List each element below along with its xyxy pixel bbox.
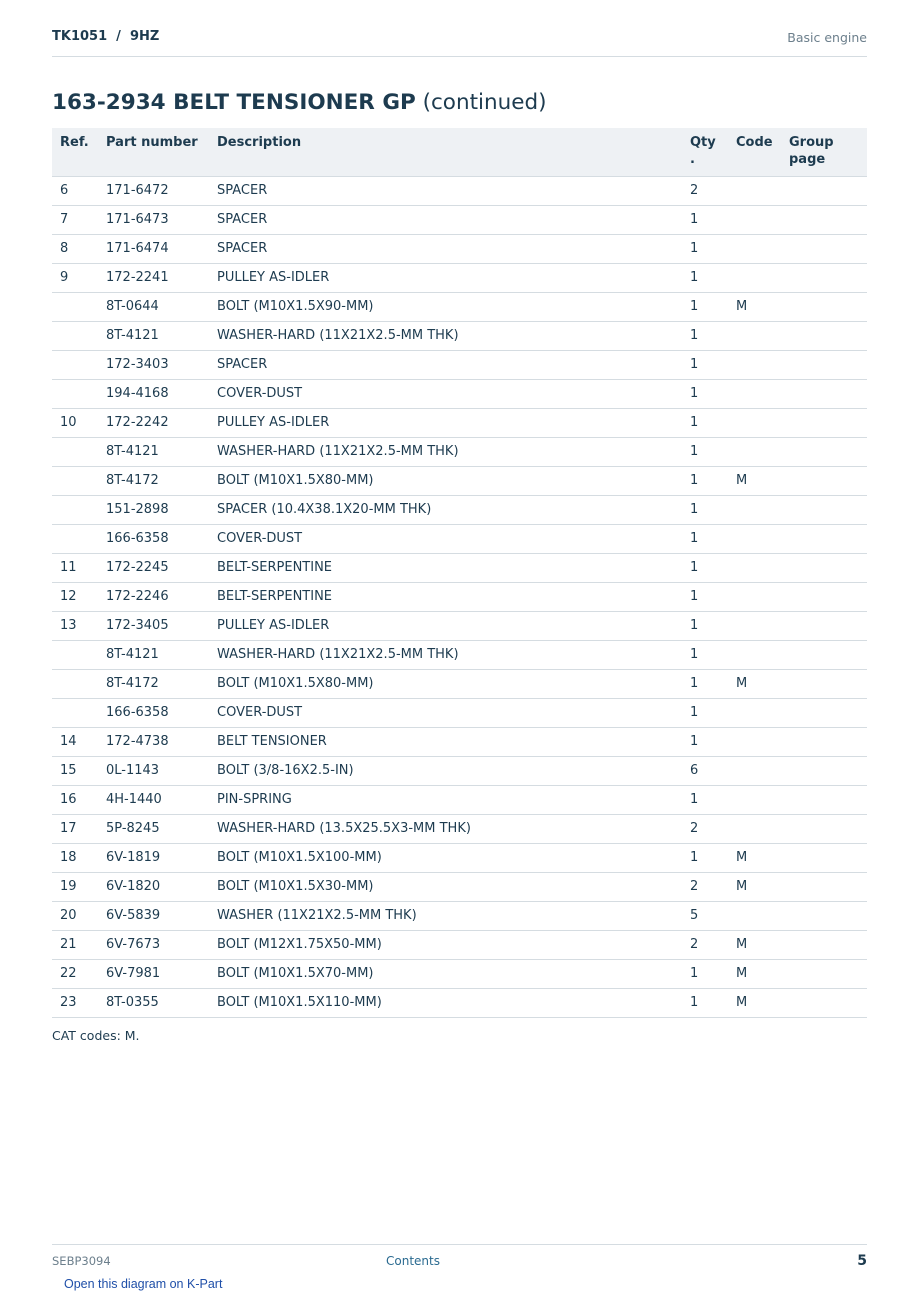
ref-cell [52,321,98,350]
code-cell [728,727,781,756]
group-page-cell [781,872,867,901]
table-row [52,669,867,698]
table-row [52,466,867,495]
ref-cell: 20 [52,901,98,930]
description-cell: WASHER (11X21X2.5-MM THK) [209,901,682,930]
code-cell [728,553,781,582]
document-id: TK1051 / 9HZ [52,29,160,44]
qty-cell: 2 [682,930,728,959]
table-row [52,408,867,437]
ref-cell: 18 [52,843,98,872]
description-cell: BOLT (3/8-16X2.5-IN) [209,756,682,785]
ref-cell: 11 [52,553,98,582]
table-row [52,988,867,1017]
qty-cell: 1 [682,437,728,466]
ref-cell: 13 [52,611,98,640]
table-row [52,756,867,785]
part-number-cell: 171-6474 [98,234,209,263]
code-cell [728,321,781,350]
table-row [52,814,867,843]
code-cell: M [728,988,781,1017]
table-row [52,350,867,379]
qty-cell: 1 [682,524,728,553]
part-number-cell: 172-2246 [98,582,209,611]
qty-cell: 1 [682,292,728,321]
group-page-cell [781,814,867,843]
code-cell [728,640,781,669]
part-number-cell: 166-6358 [98,698,209,727]
part-number-cell: 8T-4172 [98,466,209,495]
ref-cell [52,698,98,727]
qty-cell: 1 [682,611,728,640]
title-suffix: (continued) [422,90,547,115]
ref-cell: 15 [52,756,98,785]
table-row [52,553,867,582]
code-cell [728,901,781,930]
code-cell [728,582,781,611]
qty-cell: 1 [682,582,728,611]
description-cell: PIN-SPRING [209,785,682,814]
description-cell: WASHER-HARD (11X21X2.5-MM THK) [209,640,682,669]
description-cell: BOLT (M10X1.5X110-MM) [209,988,682,1017]
qty-cell: 1 [682,205,728,234]
group-page-cell [781,408,867,437]
qty-cell: 1 [682,553,728,582]
table-row [52,582,867,611]
code-cell [728,205,781,234]
group-page-cell [781,263,867,292]
table-row [52,640,867,669]
ref-cell [52,466,98,495]
table-row [52,727,867,756]
part-number-cell: 8T-4121 [98,640,209,669]
part-number-cell: 8T-0355 [98,988,209,1017]
part-number-cell: 171-6472 [98,176,209,205]
table-row [52,785,867,814]
part-number-cell: 0L-1143 [98,756,209,785]
table-row [52,234,867,263]
group-page-cell [781,292,867,321]
code-cell: M [728,930,781,959]
group-page-cell [781,495,867,524]
description-cell: SPACER (10.4X38.1X20-MM THK) [209,495,682,524]
code-cell [728,495,781,524]
description-cell: BOLT (M10X1.5X80-MM) [209,669,682,698]
group-page-cell [781,901,867,930]
contents-link[interactable]: Contents [386,1254,440,1268]
group-page-cell [781,234,867,263]
code-cell [728,263,781,292]
title-main: 163-2934 BELT TENSIONER GP [52,90,416,115]
part-number-cell: 6V-7673 [98,930,209,959]
qty-cell: 1 [682,640,728,669]
code-cell: M [728,669,781,698]
cat-codes-note: CAT codes: M. [52,1028,140,1043]
qty-cell: 2 [682,176,728,205]
group-page-cell [781,843,867,872]
description-cell: BOLT (M12X1.75X50-MM) [209,930,682,959]
description-cell: WASHER-HARD (11X21X2.5-MM THK) [209,437,682,466]
code-cell: M [728,292,781,321]
table-row [52,843,867,872]
group-page-cell [781,466,867,495]
column-header-description: Description [209,128,682,176]
table-row [52,611,867,640]
column-header-qty: Qty . [682,128,728,176]
group-page-cell [781,524,867,553]
description-cell: BELT TENSIONER [209,727,682,756]
description-cell: BOLT (M10X1.5X30-MM) [209,872,682,901]
part-number-cell: 5P-8245 [98,814,209,843]
part-number-cell: 6V-1820 [98,872,209,901]
table-row [52,321,867,350]
qty-cell: 1 [682,234,728,263]
part-number-cell: 172-2245 [98,553,209,582]
group-page-cell [781,350,867,379]
qty-cell: 5 [682,901,728,930]
group-page-cell [781,379,867,408]
group-page-cell [781,785,867,814]
description-cell: SPACER [209,176,682,205]
part-number-cell: 6V-7981 [98,959,209,988]
code-cell: M [728,843,781,872]
table-row [52,930,867,959]
code-cell [728,814,781,843]
group-page-cell [781,640,867,669]
table-row [52,872,867,901]
table-row [52,524,867,553]
part-number-cell: 172-3403 [98,350,209,379]
table-row [52,205,867,234]
qty-cell: 1 [682,495,728,524]
part-number-cell: 6V-5839 [98,901,209,930]
ref-cell [52,292,98,321]
ref-cell: 19 [52,872,98,901]
qty-cell: 2 [682,872,728,901]
qty-cell: 2 [682,814,728,843]
page-number: 5 [857,1253,867,1269]
group-page-cell [781,321,867,350]
document-code: SEBP3094 [52,1254,111,1268]
ref-cell [52,669,98,698]
table-row [52,959,867,988]
code-cell [728,234,781,263]
group-page-cell [781,959,867,988]
code-cell [728,524,781,553]
code-cell [728,756,781,785]
qty-cell: 1 [682,785,728,814]
section-name: Basic engine [787,30,867,45]
description-cell: SPACER [209,205,682,234]
code-cell: M [728,466,781,495]
qty-cell: 1 [682,698,728,727]
table-row [52,379,867,408]
description-cell: COVER-DUST [209,524,682,553]
group-page-cell [781,205,867,234]
description-cell: SPACER [209,234,682,263]
description-cell: PULLEY AS-IDLER [209,611,682,640]
description-cell: BOLT (M10X1.5X70-MM) [209,959,682,988]
description-cell: COVER-DUST [209,379,682,408]
qty-cell: 1 [682,669,728,698]
table-row [52,495,867,524]
column-header-group-page: Group page [781,128,867,176]
group-page-cell [781,611,867,640]
ref-cell [52,437,98,466]
ref-cell [52,640,98,669]
description-cell: BOLT (M10X1.5X90-MM) [209,292,682,321]
part-number-cell: 172-3405 [98,611,209,640]
ref-cell: 23 [52,988,98,1017]
group-page-cell [781,756,867,785]
part-number-cell: 151-2898 [98,495,209,524]
qty-cell: 1 [682,959,728,988]
ref-cell [52,350,98,379]
table-row [52,263,867,292]
code-cell [728,379,781,408]
code-cell: M [728,872,781,901]
part-number-cell: 6V-1819 [98,843,209,872]
table-header-row [52,128,867,176]
page-footer [52,1244,867,1301]
group-page-cell [781,176,867,205]
description-cell: PULLEY AS-IDLER [209,408,682,437]
part-number-cell: 8T-0644 [98,292,209,321]
qty-cell: 1 [682,379,728,408]
ref-cell [52,495,98,524]
ref-cell [52,379,98,408]
column-header-part-number: Part number [98,128,209,176]
qty-cell: 6 [682,756,728,785]
group-page-cell [781,437,867,466]
ref-cell: 7 [52,205,98,234]
code-cell [728,437,781,466]
ref-cell: 14 [52,727,98,756]
part-number-cell: 171-6473 [98,205,209,234]
ref-cell: 12 [52,582,98,611]
ref-cell: 21 [52,930,98,959]
ref-cell: 6 [52,176,98,205]
qty-cell: 1 [682,727,728,756]
table-row [52,698,867,727]
column-header-code: Code [728,128,781,176]
qty-cell: 1 [682,988,728,1017]
code-cell [728,611,781,640]
kpart-diagram-link[interactable]: Open this diagram on K-Part [64,1277,223,1291]
qty-cell: 1 [682,408,728,437]
parts-table [52,128,867,1018]
ref-cell: 22 [52,959,98,988]
table-row [52,901,867,930]
code-cell [728,350,781,379]
ref-cell: 10 [52,408,98,437]
group-page-cell [781,727,867,756]
group-page-cell [781,553,867,582]
ref-cell: 17 [52,814,98,843]
group-page-cell [781,669,867,698]
ref-cell [52,524,98,553]
description-cell: COVER-DUST [209,698,682,727]
description-cell: WASHER-HARD (13.5X25.5X3-MM THK) [209,814,682,843]
group-page-cell [781,582,867,611]
qty-cell: 1 [682,350,728,379]
part-number-cell: 4H-1440 [98,785,209,814]
part-number-cell: 172-2242 [98,408,209,437]
ref-cell: 9 [52,263,98,292]
description-cell: WASHER-HARD (11X21X2.5-MM THK) [209,321,682,350]
part-number-cell: 8T-4121 [98,437,209,466]
description-cell: PULLEY AS-IDLER [209,263,682,292]
part-number-cell: 166-6358 [98,524,209,553]
qty-cell: 1 [682,843,728,872]
group-page-cell [781,698,867,727]
page-header [52,0,867,57]
code-cell [728,408,781,437]
description-cell: BOLT (M10X1.5X100-MM) [209,843,682,872]
description-cell: BOLT (M10X1.5X80-MM) [209,466,682,495]
column-header-ref: Ref. [52,128,98,176]
code-cell [728,176,781,205]
group-page-cell [781,930,867,959]
code-cell [728,785,781,814]
table-row [52,176,867,205]
description-cell: SPACER [209,350,682,379]
code-cell: M [728,959,781,988]
part-number-cell: 8T-4172 [98,669,209,698]
qty-cell: 1 [682,263,728,292]
description-cell: BELT-SERPENTINE [209,553,682,582]
qty-cell: 1 [682,466,728,495]
qty-cell: 1 [682,321,728,350]
description-cell: BELT-SERPENTINE [209,582,682,611]
table-row [52,437,867,466]
part-number-cell: 8T-4121 [98,321,209,350]
group-page-cell [781,988,867,1017]
table-row [52,292,867,321]
part-number-cell: 172-4738 [98,727,209,756]
code-cell [728,698,781,727]
ref-cell: 8 [52,234,98,263]
part-number-cell: 172-2241 [98,263,209,292]
part-number-cell: 194-4168 [98,379,209,408]
page-title [52,90,547,115]
ref-cell: 16 [52,785,98,814]
